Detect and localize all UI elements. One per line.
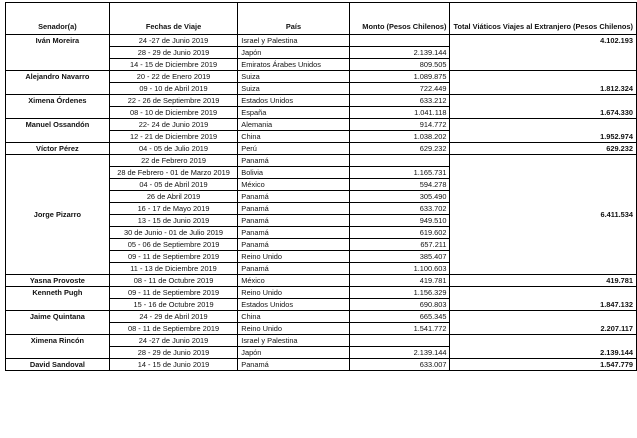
trip-dates: 22- 24 de Junio 2019 (109, 119, 237, 131)
trip-amount: 619.602 (349, 227, 450, 239)
trip-country: Panamá (238, 359, 349, 371)
senator-total: 1.547.779 (450, 359, 637, 371)
trip-dates: 30 de Junio - 01 de Julio 2019 (109, 227, 237, 239)
senator-name: Ximena Órdenes (6, 95, 110, 119)
trip-country: Japón (238, 47, 349, 59)
senator-total: 4.102.193 (450, 35, 637, 71)
trip-amount: 1.541.772 (349, 323, 450, 335)
trip-dates: 09 - 10 de Abril 2019 (109, 83, 237, 95)
trip-amount: 2.139.144 (349, 347, 450, 359)
trip-dates: 28 - 29 de Junio 2019 (109, 47, 237, 59)
header-fechas: Fechas de Viaje (109, 3, 237, 35)
viaticos-table (5, 2, 637, 371)
header-senador: Senador(a) (6, 3, 110, 35)
table-body (6, 35, 637, 371)
trip-amount: 1.089.875 (349, 71, 450, 83)
trip-dates: 04 - 05 de Abril 2019 (109, 179, 237, 191)
trip-amount: 305.490 (349, 191, 450, 203)
trip-amount: 690.803 (349, 299, 450, 311)
trip-amount: 949.510 (349, 215, 450, 227)
trip-dates: 22 - 26 de Septiembre 2019 (109, 95, 237, 107)
table-row (6, 143, 637, 155)
trip-country: Emiratos Árabes Unidos (238, 59, 349, 71)
trip-country: Alemania (238, 119, 349, 131)
trip-country: Panamá (238, 227, 349, 239)
trip-dates: 13 - 15 de Junio 2019 (109, 215, 237, 227)
table-row (6, 287, 637, 299)
trip-country: Suiza (238, 83, 349, 95)
trip-dates: 28 de Febrero - 01 de Marzo 2019 (109, 167, 237, 179)
trip-dates: 16 - 17 de Mayo 2019 (109, 203, 237, 215)
senator-total: 629.232 (450, 143, 637, 155)
header-total: Total Viáticos Viajes al Extranjero (Pesos Chilenos) (450, 3, 637, 35)
senator-name: Iván Moreira (6, 35, 110, 71)
senator-name: Manuel Ossandón (6, 119, 110, 143)
trip-amount: 914.772 (349, 119, 450, 131)
trip-amount: 633.702 (349, 203, 450, 215)
senator-total: 1.952.974 (450, 119, 637, 143)
table-row (6, 35, 637, 47)
trip-dates: 24 -27 de Junio 2019 (109, 35, 237, 47)
trip-dates: 22 de Febrero 2019 (109, 155, 237, 167)
senator-total: 1.847.132 (450, 287, 637, 311)
senator-name: Kenneth Pugh (6, 287, 110, 311)
table-row (6, 359, 637, 371)
senator-total: 2.139.144 (450, 335, 637, 359)
trip-amount: 1.041.118 (349, 107, 450, 119)
trip-country: Japón (238, 347, 349, 359)
trip-amount (349, 335, 450, 347)
trip-amount: 722.449 (349, 83, 450, 95)
trip-dates: 24 - 29 de Abril 2019 (109, 311, 237, 323)
trip-dates: 05 - 06 de Septiembre 2019 (109, 239, 237, 251)
trip-amount: 657.211 (349, 239, 450, 251)
trip-country: Estados Unidos (238, 299, 349, 311)
trip-country: China (238, 311, 349, 323)
trip-dates: 20 - 22 de Enero 2019 (109, 71, 237, 83)
header-pais: País (238, 3, 349, 35)
trip-dates: 08 - 11 de Septiembre 2019 (109, 323, 237, 335)
trip-amount: 665.345 (349, 311, 450, 323)
trip-dates: 09 - 11 de Septiembre 2019 (109, 251, 237, 263)
trip-dates: 09 - 11 de Septiembre 2019 (109, 287, 237, 299)
trip-dates: 24 -27 de Junio 2019 (109, 335, 237, 347)
trip-country: Panamá (238, 239, 349, 251)
trip-country: Panamá (238, 191, 349, 203)
trip-dates: 11 - 13 de Diciembre 2019 (109, 263, 237, 275)
trip-dates: 28 - 29 de Junio 2019 (109, 347, 237, 359)
trip-amount: 2.139.144 (349, 47, 450, 59)
trip-country: Reino Unido (238, 251, 349, 263)
trip-country: Israel y Palestina (238, 35, 349, 47)
trip-country: Perú (238, 143, 349, 155)
table-row (6, 119, 637, 131)
trip-amount (349, 35, 450, 47)
trip-amount: 594.278 (349, 179, 450, 191)
trip-amount (349, 155, 450, 167)
senator-total: 1.674.330 (450, 95, 637, 119)
trip-dates: 14 - 15 de Junio 2019 (109, 359, 237, 371)
trip-amount: 1.165.731 (349, 167, 450, 179)
trip-country: Panamá (238, 203, 349, 215)
senator-name: David Sandoval (6, 359, 110, 371)
trip-amount: 1.100.603 (349, 263, 450, 275)
trip-amount: 1.038.202 (349, 131, 450, 143)
trip-dates: 12 - 21 de Diciembre 2019 (109, 131, 237, 143)
senator-total: 1.812.324 (450, 71, 637, 95)
header-row (6, 3, 637, 35)
trip-country: Panamá (238, 215, 349, 227)
trip-country: México (238, 275, 349, 287)
senator-name: Jorge Pizarro (6, 155, 110, 275)
senator-name: Jaime Quintana (6, 311, 110, 335)
trip-amount: 419.781 (349, 275, 450, 287)
trip-amount: 385.407 (349, 251, 450, 263)
senator-total: 419.781 (450, 275, 637, 287)
senator-total: 6.411.534 (450, 155, 637, 275)
trip-amount: 629.232 (349, 143, 450, 155)
trip-country: Estados Unidos (238, 95, 349, 107)
trip-country: España (238, 107, 349, 119)
table-header (6, 3, 637, 35)
trip-dates: 14 - 15 de Diciembre 2019 (109, 59, 237, 71)
senator-name: Ximena Rincón (6, 335, 110, 359)
trip-country: Suiza (238, 71, 349, 83)
trip-country: Reino Unido (238, 287, 349, 299)
senator-name: Alejandro Navarro (6, 71, 110, 95)
trip-country: Panamá (238, 263, 349, 275)
table-row (6, 71, 637, 83)
trip-amount: 633.007 (349, 359, 450, 371)
trip-country: Reino Unido (238, 323, 349, 335)
senator-total: 2.207.117 (450, 311, 637, 335)
trip-dates: 15 - 16 de Octubre 2019 (109, 299, 237, 311)
table-row (6, 95, 637, 107)
trip-dates: 26 de Abril 2019 (109, 191, 237, 203)
trip-country: Bolivia (238, 167, 349, 179)
trip-country: Israel y Palestina (238, 335, 349, 347)
trip-country: China (238, 131, 349, 143)
table-row (6, 335, 637, 347)
table-row (6, 155, 637, 167)
trip-amount: 809.505 (349, 59, 450, 71)
trip-dates: 08 - 11 de Octubre 2019 (109, 275, 237, 287)
senator-name: Yasna Provoste (6, 275, 110, 287)
table-row (6, 275, 637, 287)
trip-country: Panamá (238, 155, 349, 167)
trip-country: México (238, 179, 349, 191)
senator-name: Víctor Pérez (6, 143, 110, 155)
table-row (6, 311, 637, 323)
trip-amount: 633.212 (349, 95, 450, 107)
trip-dates: 04 - 05 de Julio 2019 (109, 143, 237, 155)
trip-dates: 08 - 10 de Diciembre 2019 (109, 107, 237, 119)
trip-amount: 1.156.329 (349, 287, 450, 299)
header-monto: Monto (Pesos Chilenos) (349, 3, 450, 35)
